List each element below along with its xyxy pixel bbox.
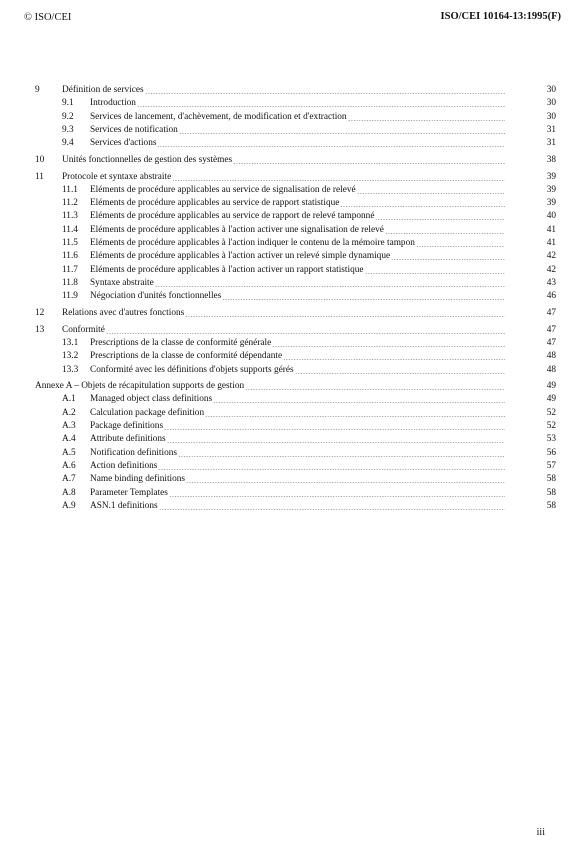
toc-entry-page: 56 <box>546 447 556 458</box>
toc-entry[interactable] <box>0 97 583 110</box>
toc-entry-page: 57 <box>546 460 556 471</box>
dot-leader <box>157 137 505 147</box>
toc-entry[interactable] <box>0 500 583 513</box>
toc-entry[interactable] <box>0 277 583 290</box>
toc-entry-number: 9 <box>35 85 40 95</box>
toc-entry-title: Introduction <box>90 98 136 109</box>
toc-entry[interactable] <box>0 473 583 486</box>
toc-entry-number: 11.1 <box>62 184 78 195</box>
dot-leader <box>365 264 505 274</box>
toc-entry-page: 41 <box>546 224 556 235</box>
toc-entry-title: Eléments de procédure applicables au service de rapport de relevé tamponné <box>90 211 375 222</box>
toc-entry[interactable] <box>0 324 583 337</box>
toc-entry-number: 13.1 <box>62 337 79 348</box>
toc-entry-page: 58 <box>546 474 556 485</box>
toc-entry[interactable] <box>0 337 583 350</box>
dot-leader <box>375 210 505 220</box>
toc-entry-page: 52 <box>546 407 556 418</box>
toc-entry[interactable] <box>0 264 583 277</box>
dot-leader <box>179 124 505 134</box>
toc-entry-title: Services de lancement, d'achèvement, de modification et d'extraction <box>90 111 347 122</box>
toc-entry-number: 11.7 <box>62 264 78 275</box>
toc-entry-page: 42 <box>546 251 556 262</box>
toc-entry[interactable] <box>0 487 583 500</box>
toc-entry[interactable] <box>0 224 583 237</box>
toc-entry-page: 46 <box>546 291 556 302</box>
dot-leader <box>186 473 505 483</box>
toc-entry-number: 10 <box>35 154 45 165</box>
dot-leader <box>167 433 505 443</box>
dot-leader <box>222 290 505 300</box>
toc-entry[interactable] <box>0 380 583 393</box>
toc-entry-number: 11.5 <box>62 238 78 249</box>
dot-leader <box>295 364 505 374</box>
toc-entry-number: A.9 <box>62 500 76 511</box>
toc-entry[interactable] <box>0 111 583 124</box>
dot-leader <box>385 224 505 234</box>
dot-leader <box>155 277 505 287</box>
toc-entry-page: 49 <box>546 394 556 405</box>
toc-entry[interactable] <box>0 137 583 150</box>
dot-leader <box>172 171 505 181</box>
toc-entry[interactable] <box>0 364 583 377</box>
toc-entry-page: 30 <box>546 111 556 122</box>
toc-entry-number: A.1 <box>62 394 76 405</box>
toc-entry-number: 11.9 <box>62 291 78 302</box>
toc-entry-page: 47 <box>546 307 556 318</box>
toc-entry[interactable] <box>0 124 583 137</box>
toc-entry-title: Eléments de procédure applicables à l'action activer un rapport statistique <box>90 264 364 275</box>
toc-entry-title: Name binding definitions <box>90 474 186 485</box>
toc-entry-page: 40 <box>546 211 556 222</box>
toc-entry-number: A.7 <box>62 474 76 485</box>
toc-entry-number: 9.2 <box>62 111 74 122</box>
toc-entry-number: A.5 <box>62 447 76 458</box>
dot-leader <box>178 447 505 457</box>
toc-entry-page: 52 <box>546 421 556 432</box>
dot-leader <box>391 250 505 260</box>
toc-entry-page: 48 <box>546 351 556 362</box>
dot-leader <box>205 407 505 417</box>
toc-entry-title: Définition de services <box>62 85 144 95</box>
dot-leader <box>158 460 505 470</box>
toc-entry-page: 53 <box>546 434 556 445</box>
toc-entry[interactable] <box>0 197 583 210</box>
dot-leader <box>137 97 505 107</box>
dot-leader <box>416 237 505 247</box>
dot-leader <box>348 111 505 121</box>
toc-entry-title: Unités fonctionnelles de gestion des systèmes <box>62 154 233 165</box>
toc-entry[interactable] <box>0 184 583 197</box>
toc-entry-title: ASN.1 definitions <box>90 500 158 511</box>
toc-entry-title: Notification definitions <box>90 447 178 458</box>
dot-leader <box>185 307 505 317</box>
toc-entry-number: 11.6 <box>62 251 78 262</box>
toc-entry[interactable] <box>0 460 583 473</box>
toc-entry-title: Eléments de procédure applicables à l'action activer une signalisation de relevé <box>90 224 384 235</box>
toc-entry-title: Managed object class definitions <box>90 394 213 405</box>
toc-entry-number: A.3 <box>62 421 76 432</box>
toc-entry[interactable] <box>0 420 583 433</box>
toc-entry-title: Prescriptions de la classe de conformité dépendante <box>90 351 283 362</box>
toc-entry[interactable] <box>0 350 583 363</box>
toc-entry-page: 58 <box>546 500 556 511</box>
toc-entry-number: 11.4 <box>62 224 78 235</box>
toc-entry-title: Négociation d'unités fonctionnelles <box>90 291 222 302</box>
toc-entry-number: 11.8 <box>62 277 78 288</box>
toc-entry[interactable] <box>0 250 583 263</box>
toc-entry-number: 12 <box>35 307 45 318</box>
toc-entry-title: Eléments de procédure applicables à l'action activer un relevé simple dynamique <box>90 251 391 262</box>
toc-entry-number: 9.1 <box>62 98 74 109</box>
toc-entry[interactable] <box>0 290 583 303</box>
toc-entry[interactable] <box>0 154 583 167</box>
dot-leader <box>283 350 505 360</box>
toc-entry-title: Protocole et syntaxe abstraite <box>62 171 172 182</box>
toc-entry[interactable] <box>0 447 583 460</box>
toc-entry-title: Package definitions <box>90 421 164 432</box>
toc-entry[interactable] <box>0 237 583 250</box>
toc-entry-page: 39 <box>546 184 556 195</box>
toc-entry-title: Calculation package definition <box>90 407 205 418</box>
toc-entry-title: Attribute definitions <box>90 434 166 445</box>
dot-leader <box>106 324 505 334</box>
toc-entry-page: 47 <box>546 337 556 348</box>
toc-entry-page: 39 <box>546 171 556 182</box>
toc-entry-title: Annexe A – Objets de récapitulation supports de gestion <box>35 381 245 392</box>
toc-entry-title: Action definitions <box>90 460 158 471</box>
toc-entry-page: 30 <box>546 98 556 109</box>
toc-entry-title: Conformité <box>62 324 105 335</box>
toc-entry-page: 49 <box>546 381 556 392</box>
toc-entry-title: Conformité avec les définitions d'objets supports gérés <box>90 364 294 375</box>
toc-entry-title: Eléments de procédure applicables au service de signalisation de relevé <box>90 184 356 195</box>
dot-leader <box>169 487 505 497</box>
toc-entry[interactable] <box>0 171 583 184</box>
toc-entry[interactable] <box>0 84 583 97</box>
toc-entry-page: 47 <box>546 324 556 335</box>
toc-entry-title: Services d'actions <box>90 138 157 149</box>
toc-entry-page: 58 <box>546 487 556 498</box>
dot-leader <box>213 393 505 403</box>
toc-entry-number: A.8 <box>62 487 76 498</box>
table-of-contents <box>0 84 583 513</box>
toc-entry[interactable] <box>0 393 583 406</box>
toc-entry-number: 13.2 <box>62 351 79 362</box>
toc-entry-number: A.4 <box>62 434 76 445</box>
toc-entry-page: 39 <box>546 198 556 209</box>
toc-entry-number: 11.3 <box>62 211 78 222</box>
toc-entry-page: 41 <box>546 238 556 249</box>
toc-entry-page: 43 <box>546 277 556 288</box>
toc-entry-number: 13 <box>35 324 45 335</box>
toc-entry-title: Eléments de procédure applicables à l'action indiquer le contenu de la mémoire tampon <box>90 238 415 249</box>
header-standard-id: ISO/CEI 10164-13:1995(F) <box>440 11 561 22</box>
toc-entry-page: 42 <box>546 264 556 275</box>
toc-entry-number: 11.2 <box>62 198 78 209</box>
toc-entry-page: 30 <box>546 85 556 95</box>
dot-leader <box>340 197 505 207</box>
toc-entry-page: 38 <box>546 154 556 165</box>
dot-leader <box>159 500 505 510</box>
page-number: iii <box>536 827 545 838</box>
toc-entry-number: A.2 <box>62 407 76 418</box>
toc-entry-title: Syntaxe abstraite <box>90 277 154 288</box>
toc-entry-page: 31 <box>546 138 556 149</box>
toc-entry-title: Prescriptions de la classe de conformité générale <box>90 337 272 348</box>
toc-entry-title: Services de notification <box>90 124 178 135</box>
toc-entry-title: Relations avec d'autres fonctions <box>62 307 185 318</box>
header-copyright: © ISO/CEI <box>24 12 72 23</box>
dot-leader <box>245 380 505 390</box>
toc-entry-number: A.6 <box>62 460 76 471</box>
toc-entry[interactable] <box>0 210 583 223</box>
toc-entry-page: 48 <box>546 364 556 375</box>
toc-entry-number: 11 <box>35 171 44 182</box>
toc-entry-number: 13.3 <box>62 364 79 375</box>
toc-entry-page: 31 <box>546 124 556 135</box>
dot-leader <box>145 84 505 94</box>
toc-entry[interactable] <box>0 307 583 320</box>
dot-leader <box>272 337 505 347</box>
toc-entry-number: 9.3 <box>62 124 74 135</box>
toc-entry-number: 9.4 <box>62 138 74 149</box>
dot-leader <box>164 420 505 430</box>
dot-leader <box>357 184 505 194</box>
toc-entry-title: Eléments de procédure applicables au service de rapport statistique <box>90 198 340 209</box>
dot-leader <box>233 154 505 164</box>
toc-entry-title: Parameter Templates <box>90 487 168 498</box>
toc-entry[interactable] <box>0 407 583 420</box>
toc-entry[interactable] <box>0 433 583 446</box>
